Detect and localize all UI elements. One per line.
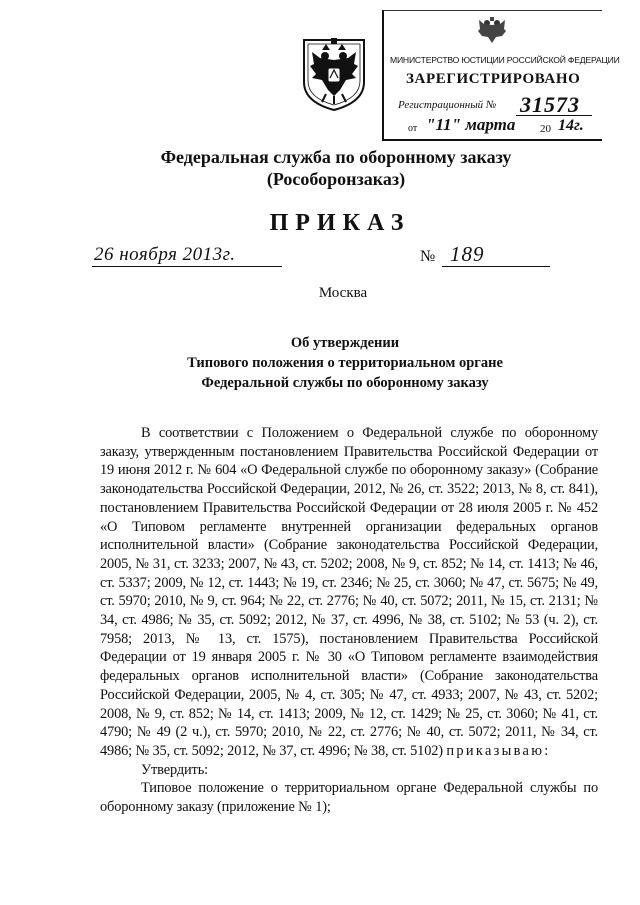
order-date: 26 ноября 2013г.	[94, 244, 236, 265]
order-date-line	[92, 266, 282, 267]
stamp-year: 14г.	[558, 117, 584, 134]
order-number-label: №	[420, 248, 436, 265]
order-number: 189	[450, 242, 485, 266]
agency-name	[0, 146, 640, 190]
stamp-reg-number: 31573	[520, 92, 580, 117]
stamp-emblem-icon	[476, 15, 508, 45]
stamp-ministry: МИНИСТЕРСТВО ЮСТИЦИИ РОССИЙСКОЙ ФЕДЕРАЦИИ	[390, 55, 620, 65]
russian-coat-of-arms-icon	[298, 30, 370, 112]
order-subject	[0, 333, 640, 393]
stamp-reg-number-label: Регистрационный №	[398, 99, 497, 111]
subject-line3: Федеральной службы по оборонному заказу	[201, 375, 489, 391]
city: Москва	[318, 285, 368, 301]
stamp-reg-number-line	[516, 115, 592, 116]
agency-name-line2: (Рособоронзаказ)	[266, 169, 406, 189]
stamp-registered: ЗАРЕГИСТРИРОВАНО	[406, 71, 581, 87]
approve-paragraph: Утвердить:	[141, 761, 208, 778]
agency-name-line1: Федеральная служба по оборонному заказу	[160, 147, 512, 167]
stamp-date: "11" марта	[426, 115, 516, 134]
item-1-paragraph: Типовое положение о территориальном органе Федеральной службы по оборонному заказу (приложение № 1);	[100, 780, 598, 816]
registration-stamp	[382, 10, 620, 141]
stamp-date-label: от	[408, 123, 418, 134]
subject-line2: Типового положения о территориальном органе	[187, 355, 503, 371]
preamble-paragraph	[100, 424, 598, 761]
stamp-year-prefix: 20	[540, 123, 551, 135]
document-type: ПРИКАЗ	[269, 210, 411, 236]
order-word: приказываю:	[446, 742, 551, 759]
order-body	[100, 424, 598, 817]
preamble-text: В соответствии с Положением о Федеральной службе по оборонному заказу, утвержденным постановлением Правительства Российской Федерации от 19 июня 2012 г. № 604 «О Федеральной службе по оборонному заказу» (Собрание законодательства Российской Федерации, 2012, № 26, ст. 3522; 2013, № 8, ст. 841), постановлением Правительства Российской Федерации от 28 июля 2005 г. № 452 «О Типовом регламенте внутренней организации федеральных органов исполнительной власти» (Собрание законодательства Российской Федерации, 2005, № 31, ст. 3233; 2007, № 43, ст. 5202; 2008, № 9, ст. 852; № 14, ст. 1413; № 46, ст. 5337; 2009, № 12, ст. 1443; № 19, ст. 2346; № 25, ст. 3060; № 47, ст. 5675; № 49, ст. 5970; 2010, № 9, ст. 964; № 22, ст. 2776; № 40, ст. 5072; 2011, № 15, ст. 2131; № 34, ст. 4986; № 35, ст. 5092; 2012, № 37, ст. 4996, № 38, ст. 5102; № 53 (ч. 2), ст. 7958; 2013, № 13, ст. 1575), постановлением Правительства Российской Федерации от 19 января 2005 г. № 30 «О Типовом регламенте взаимодействия федеральных органов исполнительной власти» (Собрание законодательства Российской Федерации, 2005, № 4, ст. 305; № 47, ст. 4933; 2007, № 43, ст. 5202; 2008, № 9, ст. 852; № 14, ст. 1413; 2009, № 12, ст. 1429; № 25, ст. 3060; № 41, ст. 4790; № 49 (2 ч.), ст. 5970; 2010, № 22, ст. 2776; № 40, ст. 5072; 2011, № 34, ст. 4986; № 35, ст. 5092; 2012, № 37, ст. 4996; № 38, ст. 5102)	[100, 425, 598, 759]
subject-line1: Об утверждении	[290, 335, 400, 351]
order-number-line	[442, 266, 550, 267]
